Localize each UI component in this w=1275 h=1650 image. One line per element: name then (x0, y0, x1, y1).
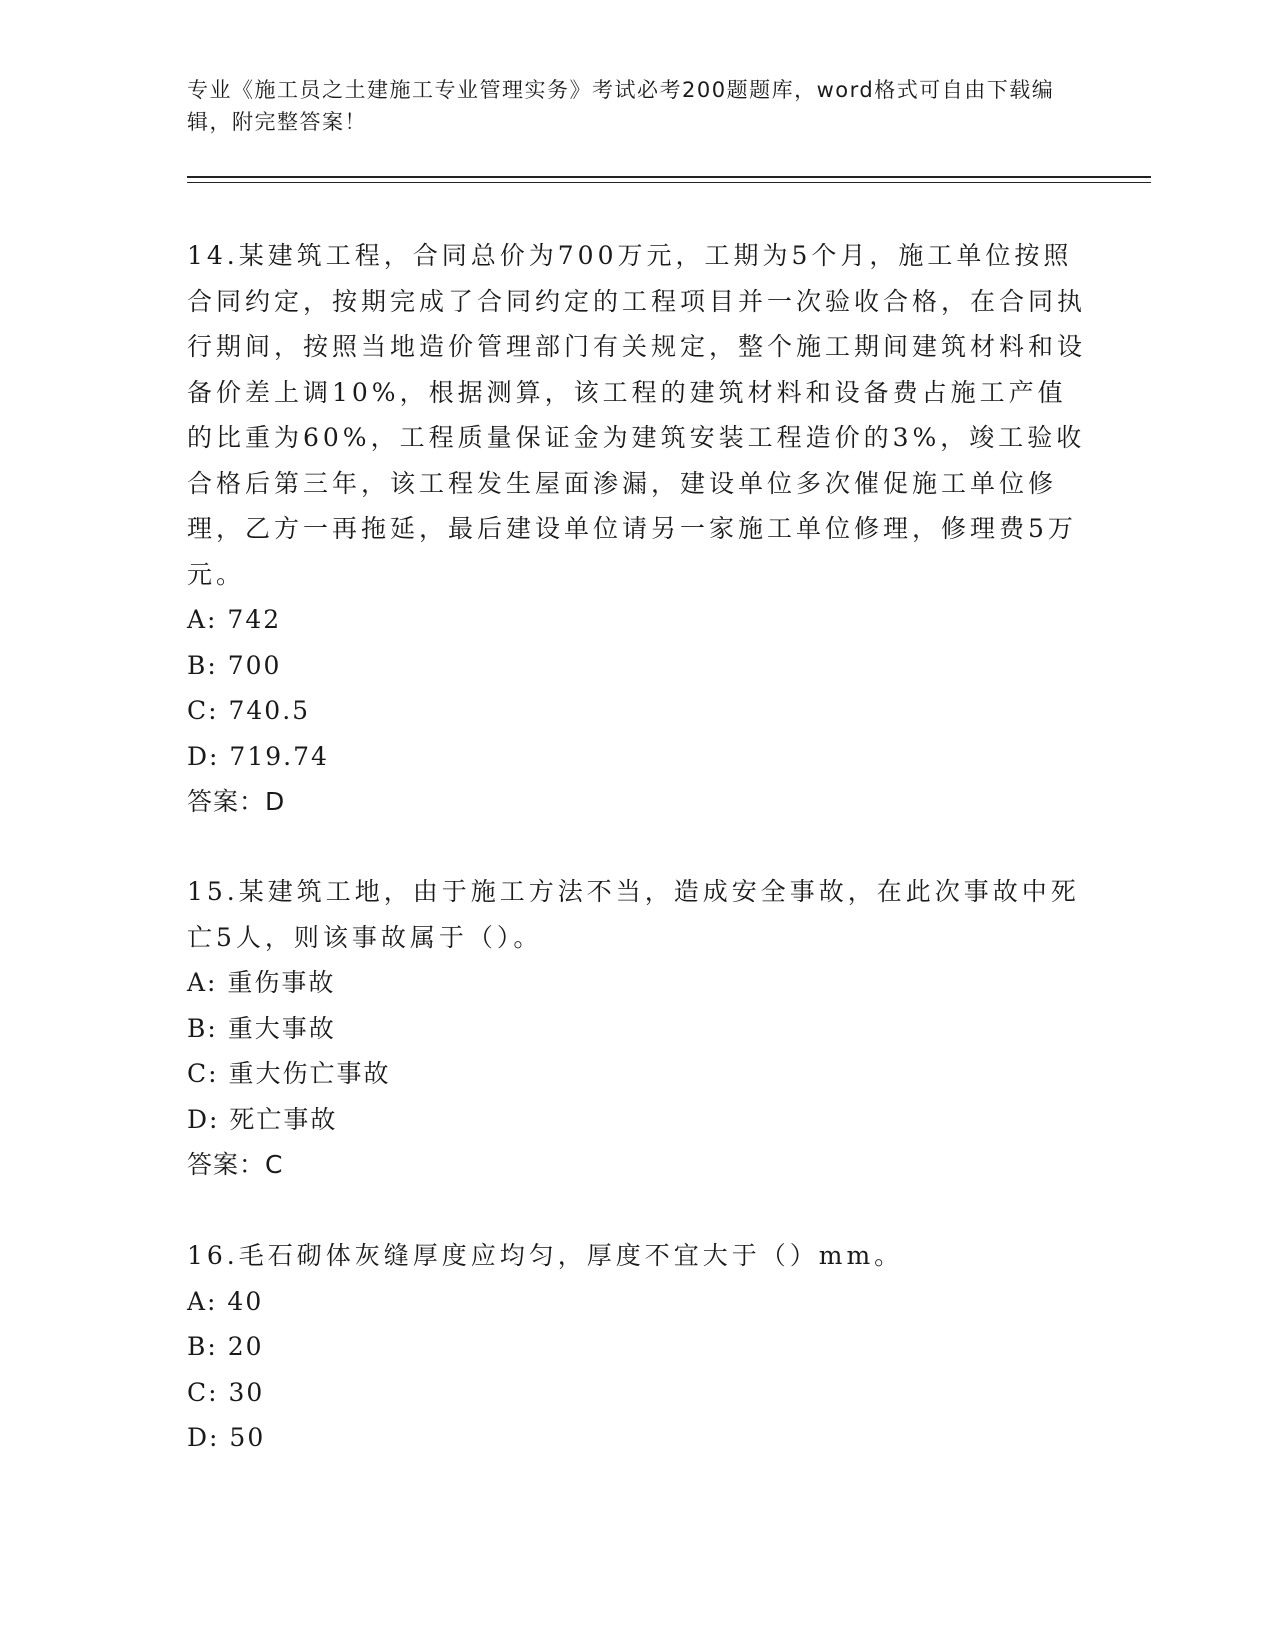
question-stem: 16.毛石砌体灰缝厚度应均匀，厚度不宜大于（）mm。 (187, 1241, 904, 1270)
question-stem: 15.某建筑工地，由于施工方法不当，造成安全事故，在此次事故中死亡5人，则该事故属于（）。 (187, 877, 1080, 952)
option-c: C: 30 (187, 1377, 265, 1407)
question-15 (187, 869, 1087, 1187)
option-b: B: 700 (187, 650, 282, 680)
option-b: B: 重大事故 (187, 1013, 336, 1043)
question-16 (187, 1233, 1087, 1461)
answer: 答案：D (187, 787, 286, 816)
question-14 (187, 233, 1087, 824)
option-d: D: 死亡事故 (187, 1104, 338, 1134)
answer: 答案：C (187, 1150, 284, 1179)
option-a: A: 重伤事故 (187, 968, 336, 997)
option-c: C: 740.5 (187, 696, 311, 725)
option-d: D: 719.74 (187, 741, 329, 771)
header-divider-thick (187, 176, 1151, 178)
question-stem: 14.某建筑工程，合同总价为700万元，工期为5个月，施工单位按照合同约定，按期完成了合同约定的工程项目并一次验收合格，在合同执行期间，按照当地造价管理部门有关规定，整个施工期间建筑材料和设备价差上调10%，根据测算，该工程的建筑材料和设备费占施工产值的比重为60%，工程质量保证金为建筑安装工程造价的3%，竣工验收合格后第三年，该工程发生屋面渗漏，建设单位多次催促施工单位修理，乙方一再拖延，最后建设单位请另一家施工单位修理，修理费5万元。 (187, 241, 1087, 589)
option-b: B: 20 (187, 1332, 264, 1361)
option-c: C: 重大伤亡事故 (187, 1059, 391, 1088)
document-header: 专业《施工员之土建施工专业管理实务》考试必考200题题库，word格式可自由下载编辑，附完整答案！ (187, 78, 1055, 134)
option-a: A: 40 (187, 1286, 264, 1316)
option-d: D: 50 (187, 1423, 266, 1452)
option-a: A: 742 (187, 605, 282, 634)
header-divider-thin (187, 182, 1151, 183)
